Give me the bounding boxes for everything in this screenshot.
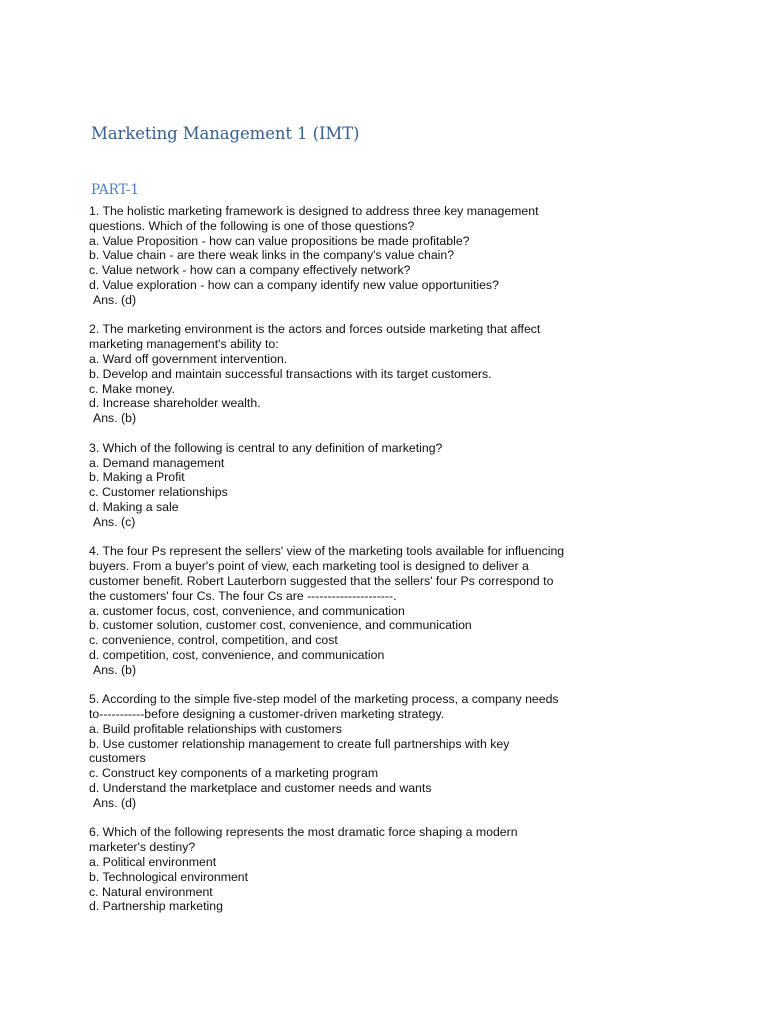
option-a: a. Demand management: [89, 455, 225, 470]
option-a: a. customer focus, cost, convenience, and communication: [89, 603, 405, 618]
option-b: b. Value chain - are there weak links in the company's value chain?: [89, 248, 455, 263]
option-c: c. Construct key components of a marketing program: [89, 766, 379, 781]
option-d: d. Increase shareholder wealth.: [89, 396, 261, 411]
option-d: d. Making a sale: [89, 499, 179, 514]
option-d: d. Value exploration - how can a company identify new value opportunities?: [89, 277, 499, 292]
answer: Ans. (d): [93, 292, 137, 307]
option-c: c. Value network - how can a company effectively network?: [89, 263, 411, 278]
question-line: marketing management's ability to:: [89, 337, 279, 352]
answer: Ans. (c): [93, 514, 136, 529]
option-a: a. Value Proposition - how can value propositions be made profitable?: [89, 233, 470, 248]
option-b-continued: customers: [89, 751, 146, 766]
answer: Ans. (b): [93, 411, 137, 426]
option-c: c. Make money.: [89, 381, 175, 396]
option-b: b. Making a Profit: [89, 470, 185, 485]
question-4: [89, 544, 689, 677]
answer: Ans. (b): [93, 662, 137, 677]
option-b: b. Use customer relationship management to create full partnerships with key: [89, 736, 510, 751]
question-line: 4. The four Ps represent the sellers' view of the marketing tools available for influencing: [89, 544, 565, 559]
option-c: c. convenience, control, competition, and cost: [89, 633, 338, 648]
option-c: c. Customer relationships: [89, 485, 228, 500]
answer: Ans. (d): [93, 795, 137, 810]
question-line: questions. Which of the following is one of those questions?: [89, 218, 415, 233]
question-6: [89, 825, 689, 914]
question-1: [89, 204, 689, 308]
option-b: b. customer solution, customer cost, convenience, and communication: [89, 618, 472, 633]
question-line: marketer's destiny?: [89, 840, 196, 855]
question-list: [89, 204, 689, 929]
document-title: Marketing Management 1 (IMT): [91, 124, 360, 143]
part-heading: PART-1: [91, 182, 139, 198]
question-3: [89, 441, 689, 530]
question-line: to-----------before designing a customer-driven marketing strategy.: [89, 707, 445, 722]
question-line: customer benefit. Robert Lauterborn suggested that the sellers' four Ps correspond to: [89, 573, 554, 588]
option-c: c. Natural environment: [89, 884, 213, 899]
question-line: 3. Which of the following is central to any definition of marketing?: [89, 440, 443, 455]
option-b: b. Technological environment: [89, 869, 249, 884]
option-d: d. competition, cost, convenience, and communication: [89, 647, 385, 662]
question-line: buyers. From a buyer's point of view, each marketing tool is designed to deliver a: [89, 559, 529, 574]
question-line: 1. The holistic marketing framework is designed to address three key management: [89, 204, 539, 218]
question-line: 6. Which of the following represents the most dramatic force shaping a modern: [89, 825, 518, 840]
question-line: the customers' four Cs. The four Cs are ---------------------.: [89, 588, 397, 603]
question-5: [89, 692, 689, 810]
option-a: a. Political environment: [89, 855, 217, 870]
option-b: b. Develop and maintain successful transactions with its target customers.: [89, 366, 492, 381]
question-2: [89, 322, 689, 426]
option-a: a. Build profitable relationships with customers: [89, 721, 342, 736]
option-d: d. Understand the marketplace and customer needs and wants: [89, 781, 432, 796]
question-line: 2. The marketing environment is the actors and forces outside marketing that affect: [89, 322, 541, 337]
option-d: d. Partnership marketing: [89, 899, 223, 914]
question-line: 5. According to the simple five-step model of the marketing process, a company needs: [89, 692, 559, 707]
option-a: a. Ward off government intervention.: [89, 351, 288, 366]
